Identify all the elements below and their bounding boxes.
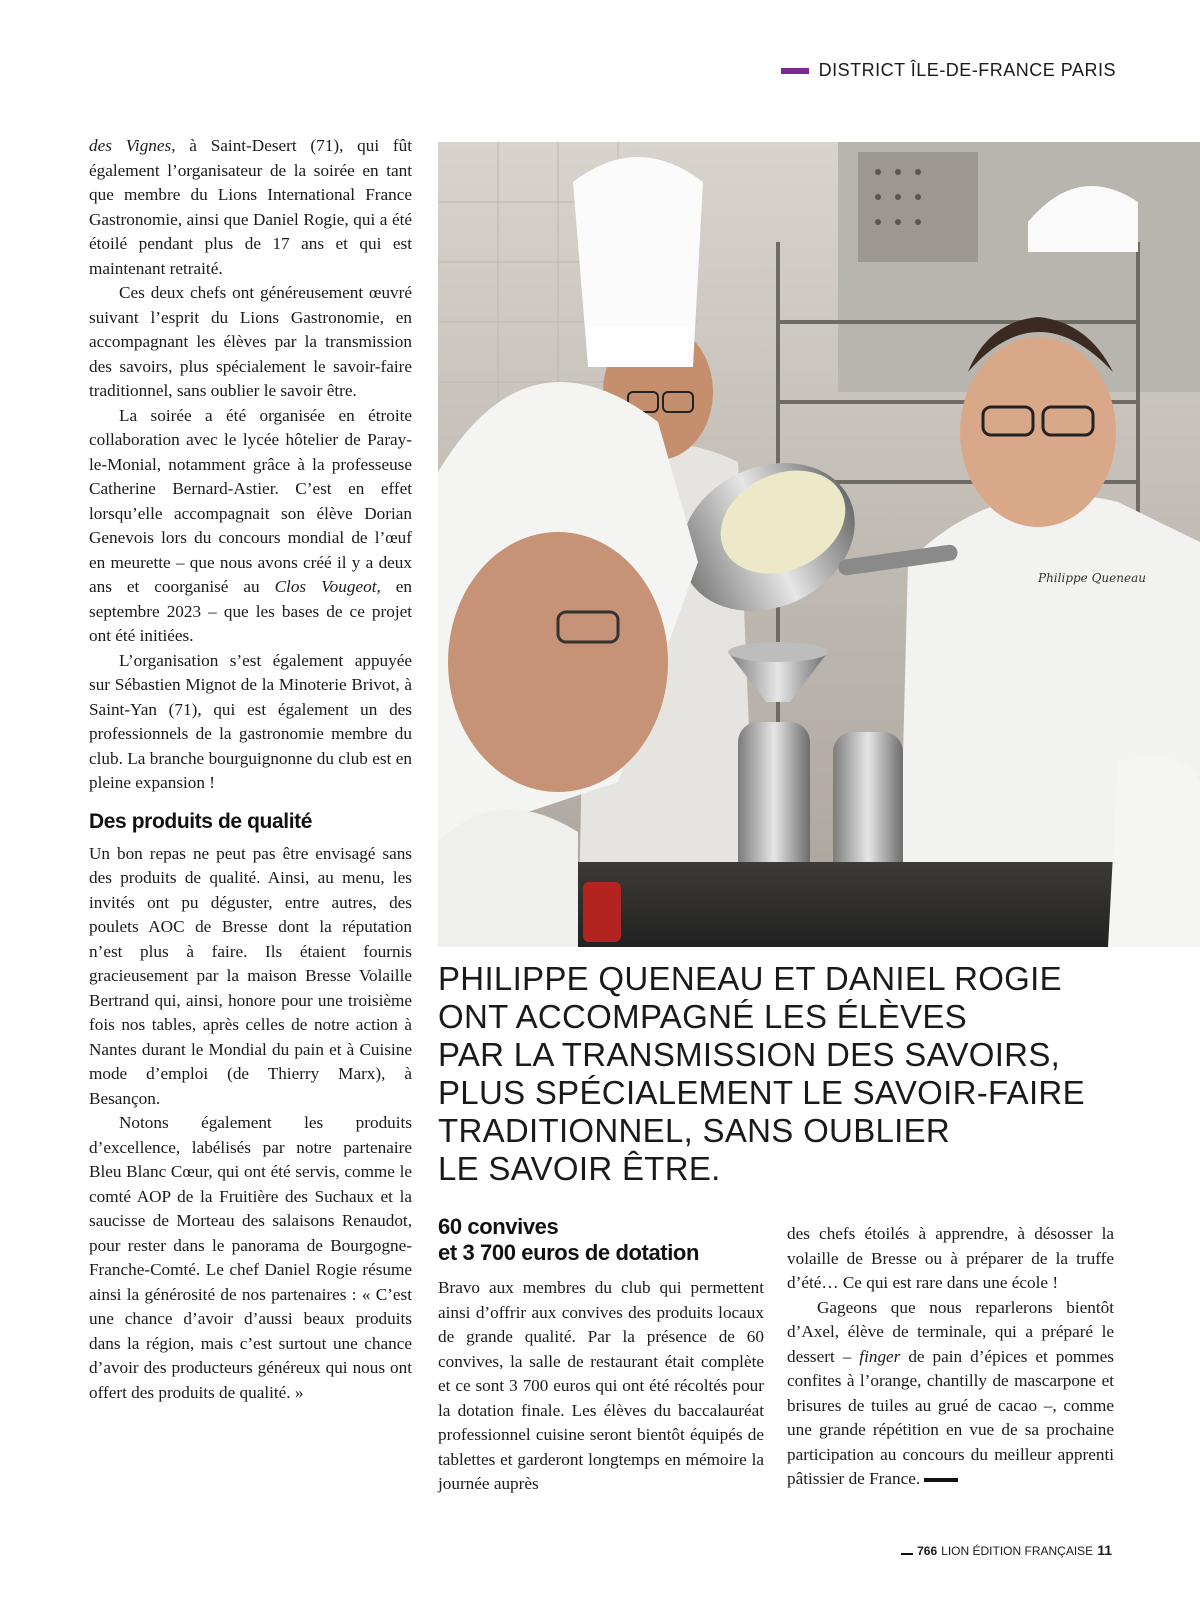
pull-quote: [438, 960, 1158, 1188]
italic-text: finger: [859, 1346, 901, 1366]
middle-column: [438, 1214, 764, 1497]
pull-quote-line: PLUS SPÉCIALEMENT LE SAVOIR-FAIRE: [438, 1074, 1085, 1111]
publication-name: LION ÉDITION FRANÇAISE: [941, 1544, 1094, 1558]
pull-quote-line: PHILIPPE QUENEAU ET DANIEL ROGIE: [438, 960, 1062, 997]
paragraph: Notons également les produits d’excellence, labélisés par notre partenaire Bleu Blanc Cœur, qui ont été servis, comme le comté AOP de la Fruitière des Suchaux et la saucisse de Morteau des salaisons Renaudot, pour rester dans le panorama de Bourgogne-Franche-Comté. Le chef Daniel Rogie résume ainsi la générosité de nos partenaires : « C’est une chance d’avoir d’aussi beaux produits dans la région, mais c’est surtout une chance d’avoir des producteurs généreux qui nous ont offert des produits de qualité. »: [89, 1113, 412, 1402]
pull-quote-line: LE SAVOIR ÊTRE.: [438, 1150, 721, 1187]
paragraph: Gageons que nous reparlerons bientôt d’Axel, élève de terminale, qui a préparé le dessert – finger de pain d’épices et pommes confites à l’orange, chantilly de mascarpone et brisures de tuiles au grué de cacao –, comme une grande répétition en vue de sa prochaine participation au concours du meilleur apprenti pâtissier de France.: [787, 1297, 1114, 1488]
paragraph: des Vignes, à Saint-Desert (71), qui fût également l’organisateur de la soirée en tant que membre du Lions International France Gastronomie, ainsi que Daniel Rogie, qui a été étoilé pendant plus de 17 ans et qui est maintenant retraité.: [89, 136, 413, 278]
pull-quote-line: PAR LA TRANSMISSION DES SAVOIRS,: [438, 1036, 1061, 1073]
page-number: 11: [1097, 1542, 1112, 1558]
paragraph: des chefs étoilés à apprendre, à désosser la volaille de Bresse ou à préparer de la truffe d’été… Ce qui est rare dans une école !: [787, 1224, 1114, 1292]
italic-text: Clos Vougeot: [274, 577, 377, 596]
issue-number: 766: [917, 1544, 938, 1558]
paragraph: Un bon repas ne peut pas être envisagé sans des produits de qualité. Ainsi, au menu, les invités ont pu déguster, entre autres, des poulets AOC de Bresse dont la réputation n’est plus à faire. Ils étaient fournis gracieusement par la maison Bresse Volaille Bertrand qui, ainsi, honore pour une troisième fois nos tables, après celles de notre action à Nantes durant le Mondial du pain et à Cuisine mode d’emploi (de Thierry Marx), à Besançon.: [89, 843, 412, 1108]
kitchen-scene-illustration: [438, 142, 1200, 947]
italic-text: des Vignes: [89, 136, 172, 155]
section-header: [781, 60, 1116, 81]
right-column: [787, 1222, 1114, 1492]
pull-quote-line: ONT ACCOMPAGNÉ LES ÉLÈVES: [438, 998, 967, 1035]
subheading: Des produits de qualité: [89, 809, 312, 833]
section-marker: [781, 68, 809, 74]
jacket-embroidery: Philippe Queneau: [1038, 571, 1146, 585]
paragraph: La soirée a été organisée en étroite collaboration avec le lycée hôtelier de Paray-le-Monial, notamment grâce à la professeuse Catherine Bernard-Astier. C’est en effet lorsqu’elle accompagnait son élève Dorian Genevois lors du concours mondial de l’œuf en meurette – que nous avons créé il y a deux ans et coorganisé au Clos Vougeot, en septembre 2023 – que les bases de ce projet ont été initiées.: [89, 405, 412, 645]
footer-dash: [901, 1553, 913, 1555]
kitchen-photo: [438, 142, 1200, 947]
page-footer: [901, 1542, 1112, 1558]
pull-quote-line: TRADITIONNEL, SANS OUBLIER: [438, 1112, 951, 1149]
section-title: DISTRICT ÎLE-DE-FRANCE PARIS: [818, 60, 1116, 80]
paragraph: Bravo aux membres du club qui permettent ainsi d’offrir aux convives des produits locaux de grande qualité. Par la présence de 60 convives, la salle de restaurant était complète et ce sont 3 700 euros qui ont été récoltés pour la dotation finale. Les élèves du baccalauréat professionnel cuisine seront bientôt équipés de tablettes et garderont longtemps en mémoire la journée auprès: [438, 1278, 764, 1493]
paragraph: L’organisation s’est également appuyée sur Sébastien Mignot de la Minoterie Brivot, à Saint-Yan (71), qui est également un des professionnels de la gastronomie membre du club. La branche bourguignonne du club est en pleine expansion !: [89, 650, 412, 792]
paragraph: Ces deux chefs ont généreusement œuvré suivant l’esprit du Lions Gastronomie, en accompagnant les élèves par la transmission des savoirs, plus spécialement le savoir-faire traditionnel, sans oublier le savoir être.: [89, 283, 412, 400]
end-of-article-mark: [924, 1478, 958, 1482]
left-column: [89, 134, 412, 1405]
subheading: 60 convives et 3 700 euros de dotation: [438, 1214, 700, 1265]
